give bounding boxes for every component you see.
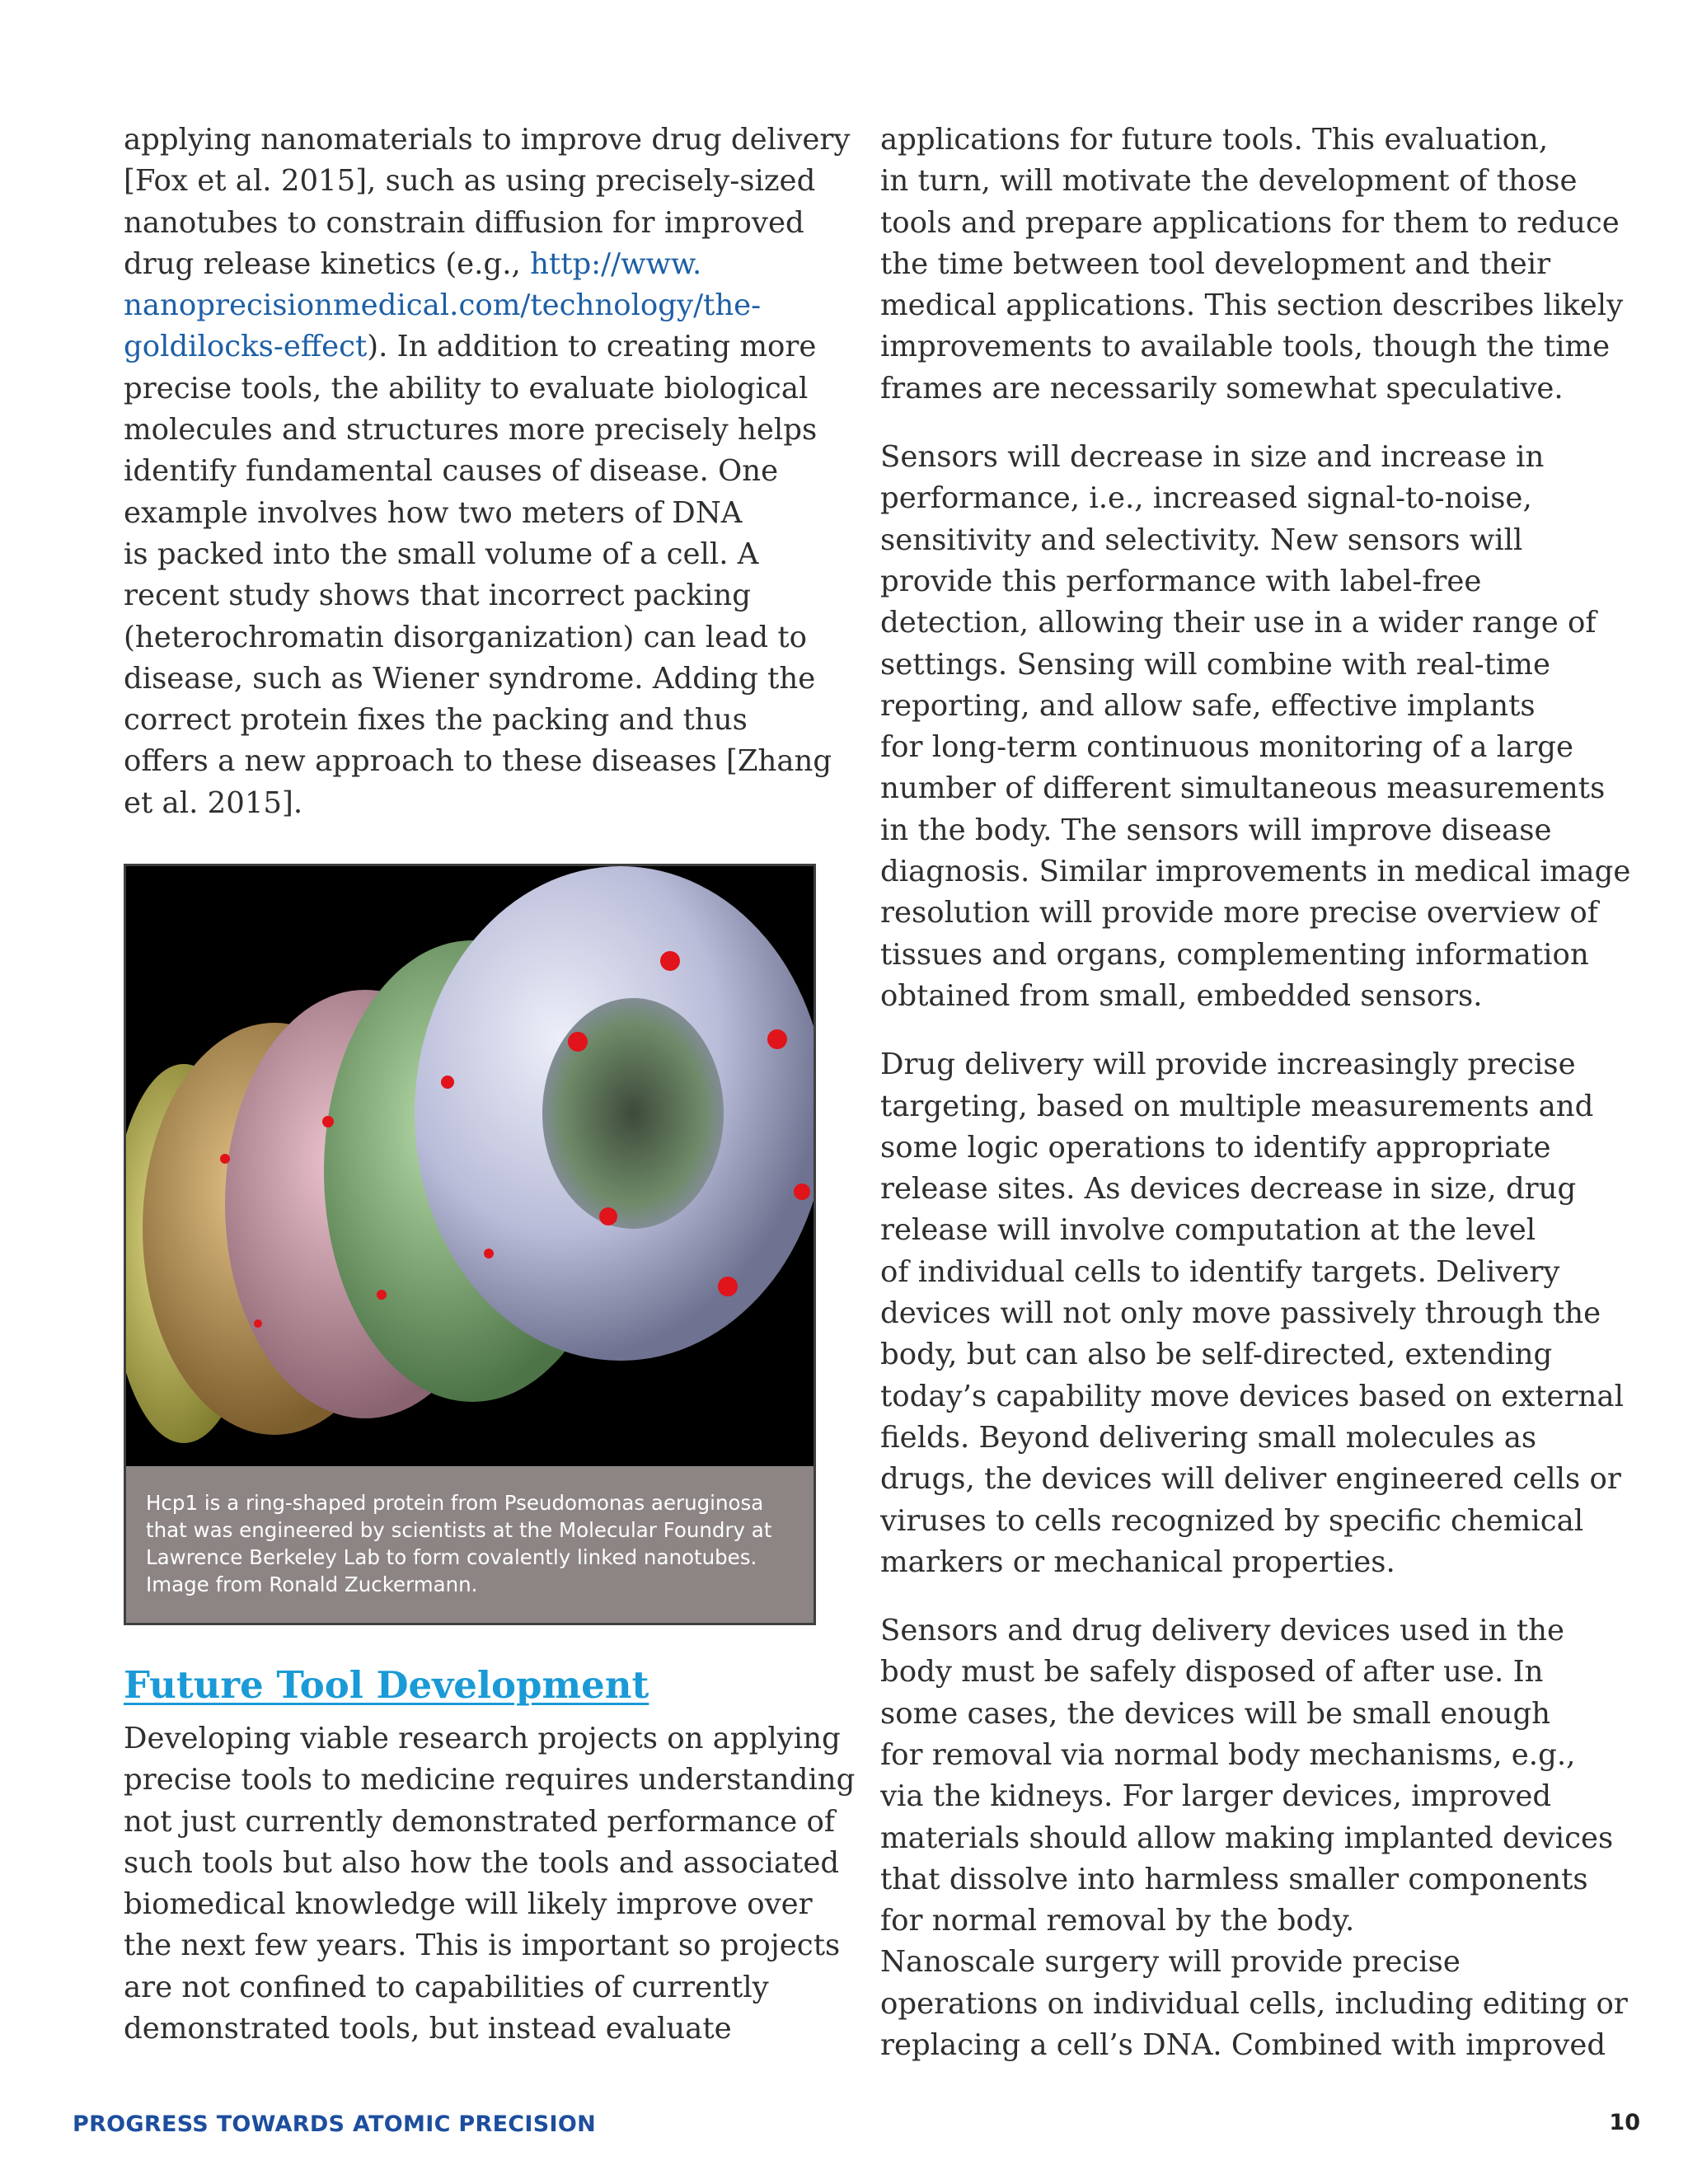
text-line: in the body. The sensors will improve disease (880, 813, 1552, 847)
goldilocks-link-part-2[interactable]: nanoprecisionmedical.com/technology/the- (124, 288, 762, 323)
text-line: release will involve computation at the level (880, 1213, 1536, 1248)
text-line: for removal via normal body mechanisms, e.g., (880, 1737, 1576, 1772)
text-line: resolution will provide more precise overview of (880, 896, 1598, 930)
text-line: via the kidneys. For larger devices, improved (880, 1779, 1552, 1814)
text-line: tissues and organs, complementing information (880, 937, 1589, 972)
text-line: [Fox et al. 2015], such as using precisely-sized (124, 164, 816, 199)
text-line: detection, allowing their use in a wider range of (880, 606, 1597, 640)
text-line: operations on individual cells, including editing or (880, 1986, 1628, 2021)
goldilocks-link-part-3[interactable]: goldilocks-effect (124, 330, 368, 364)
text-line: some cases, the devices will be small enough (880, 1696, 1551, 1731)
text-line: in turn, will motivate the development of those (880, 164, 1578, 199)
text-line: correct protein fixes the packing and thus (124, 703, 748, 738)
text-line: release sites. As devices decrease in size, drug (880, 1172, 1577, 1207)
hcp1-nanotube-illustration (126, 866, 814, 1466)
text-line: materials should allow making implanted devices (880, 1821, 1614, 1855)
figure-caption (126, 1466, 814, 1623)
text-line: Sensors will decrease in size and increase in (880, 440, 1545, 475)
text-line: Drug delivery will provide increasingly precise (880, 1047, 1576, 1082)
text-line: body must be safely disposed of after use. In (880, 1655, 1544, 1690)
left-column-bottom (124, 1718, 856, 2077)
text-line: body, but can also be self-directed, extending (880, 1338, 1553, 1372)
text-line: drugs, the devices will deliver engineered cells or (880, 1462, 1621, 1497)
text-line: obtained from small, embedded sensors. (880, 978, 1483, 1013)
text-line: viruses to cells recognized by specific chemical (880, 1503, 1584, 1538)
text-line: replacing a cell’s DNA. Combined with improved (880, 2028, 1606, 2063)
text-line: today’s capability move devices based on external (880, 1379, 1624, 1413)
text-line: for long-term continuous monitoring of a large (880, 730, 1574, 765)
text-line: precise tools to medicine requires understanding (124, 1763, 856, 1797)
right-paragraph-2 (880, 437, 1631, 1017)
caption-line: Image from Ronald Zuckermann. (146, 1572, 478, 1596)
text-line: is packed into the small volume of a cell. A (124, 537, 759, 571)
text-fragment: drug release kinetics (e.g., (124, 246, 531, 281)
text-line: recent study shows that incorrect packing (124, 579, 751, 613)
section-heading-future-tool-development[interactable]: Future Tool Development (124, 1663, 649, 1707)
right-paragraph-1 (880, 120, 1624, 410)
text-line: medical applications. This section describes likely (880, 288, 1624, 323)
text-line: targeting, based on multiple measurements and (880, 1089, 1594, 1123)
text-line: Developing viable research projects on applying (124, 1722, 841, 1755)
text-line: provide this performance with label-free (880, 564, 1482, 598)
caption-line: Lawrence Berkeley Lab to form covalently linked nanotubes. (146, 1545, 757, 1569)
text-line: the time between tool development and their (880, 246, 1551, 281)
protein-figure (124, 864, 816, 1625)
text-line: example involves how two meters of DNA (124, 495, 743, 530)
text-line: precise tools, the ability to evaluate biological (124, 371, 809, 405)
text-line: reporting, and allow safe, effective implants (880, 688, 1536, 723)
text-line: demonstrated tools, but instead evaluate (124, 2012, 732, 2046)
caption-line: Hcp1 is a ring-shaped protein from Pseudomonas aeruginosa (146, 1491, 764, 1515)
text-line (124, 244, 820, 285)
text-line: biomedical knowledge will likely improve over (124, 1887, 813, 1922)
text-line: applications for future tools. This evaluation, (880, 123, 1549, 157)
text-line: frames are necessarily somewhat speculative. (880, 371, 1564, 405)
goldilocks-link-part-1[interactable]: http://www. (530, 246, 702, 281)
text-line: devices will not only move passively through the (880, 1296, 1601, 1331)
text-line: of individual cells to identify targets. Delivery (880, 1254, 1560, 1289)
text-line: diagnosis. Similar improvements in medical image (880, 855, 1631, 889)
text-line: et al. 2015]. (124, 785, 303, 820)
page-number: 10 (1609, 2110, 1640, 2135)
text-line: improvements to available tools, though the time (880, 330, 1611, 364)
footer-publication-title: PROGRESS TOWARDS ATOMIC PRECISION (73, 2111, 597, 2137)
text-line: applying nanomaterials to improve drug delivery (124, 123, 851, 157)
text-line: the next few years. This is important so projects (124, 1929, 841, 1963)
text-line: not just currently demonstrated performance of (124, 1804, 836, 1839)
text-line: fields. Beyond delivering small molecules as (880, 1420, 1537, 1455)
left-paragraph-2 (124, 1718, 856, 2050)
text-line: for normal removal by the body. (880, 1904, 1355, 1938)
text-line: sensitivity and selectivity. New sensors will (880, 523, 1523, 557)
right-paragraph-3 (880, 1044, 1624, 1583)
text-line: such tools but also how the tools and associated (124, 1845, 840, 1880)
text-line: (heterochromatin disorganization) can lead to (124, 620, 807, 654)
text-line: molecules and structures more precisely helps (124, 413, 818, 448)
text-line: are not confined to capabilities of currently (124, 1970, 769, 2004)
text-line: identify fundamental causes of disease. One (124, 454, 779, 489)
text-line: Sensors and drug delivery devices used in the (880, 1614, 1564, 1648)
text-line: some logic operations to identify appropriate (880, 1130, 1551, 1165)
left-column (124, 120, 851, 851)
text-line: settings. Sensing will combine with real-time (880, 647, 1550, 682)
text-line: Nanoscale surgery will provide precise (880, 1945, 1461, 1980)
left-paragraph-1 (124, 120, 851, 824)
text-line: performance, i.e., increased signal-to-noise, (880, 481, 1532, 516)
caption-line: that was engineered by scientists at the Molecular Foundry at (146, 1518, 772, 1542)
text-line: number of different simultaneous measurements (880, 771, 1606, 806)
text-line: nanotubes to constrain diffusion for improved (124, 205, 804, 240)
text-fragment: ). In addition to creating more (367, 330, 817, 364)
text-line: offers a new approach to these diseases [Zhang (124, 744, 832, 779)
text-line: that dissolve into harmless smaller components (880, 1862, 1588, 1896)
text-line: disease, such as Wiener syndrome. Adding the (124, 661, 816, 696)
right-paragraph-4 (880, 1610, 1628, 2066)
right-column (880, 120, 1631, 2093)
text-line: tools and prepare applications for them to reduce (880, 205, 1620, 240)
text-line (124, 326, 820, 368)
text-line: markers or mechanical properties. (880, 1544, 1395, 1579)
